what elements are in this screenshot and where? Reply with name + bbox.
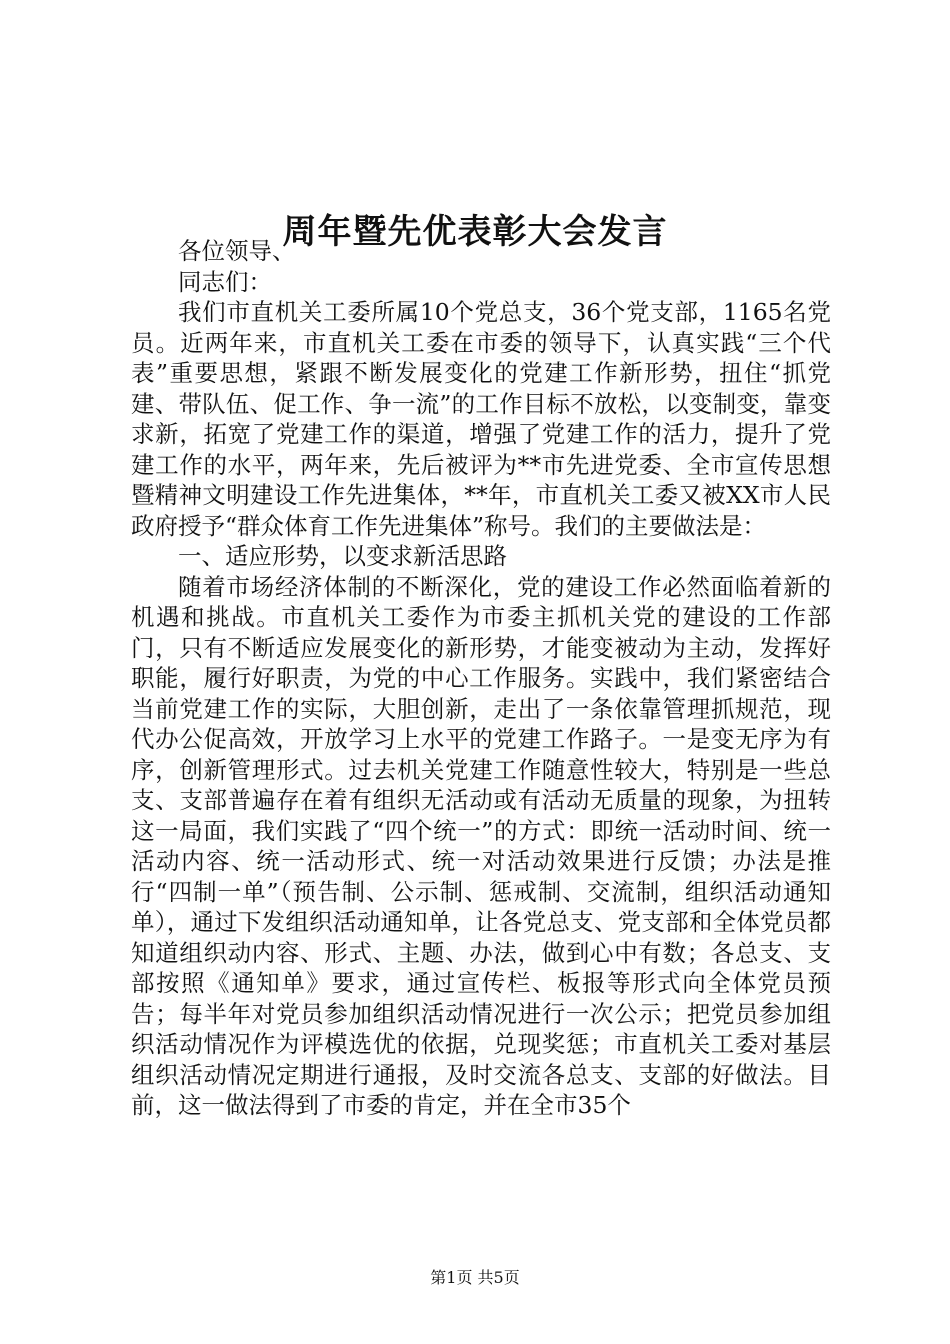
salutation-line-1: 各位领导、 xyxy=(178,237,296,265)
document-body xyxy=(131,236,831,1121)
paragraph-section-1: 随着市场经济体制的不断深化，党的建设工作必然面临着新的机遇和挑战。市直机关工委作为市委主抓机关党的建设的工作部门，只有不断适应发展变化的新形势，才能变被动为主动，发挥好职能，履行好职责，为党的中心工作服务。实践中，我们紧密结合当前党建工作的实际，大胆创新，走出了一条依靠管理抓规范，现代办公促高效，开放学习上水平的党建工作路子。一是变无序为有序，创新管理形式。过去机关党建工作随意性较大，特别是一些总支、支部普遍存在着有组织无活动或有活动无质量的现象，为扭转这一局面，我们实践了“四个统一”的方式：即统一活动时间、统一活动内容、统一活动形式、统一对活动效果进行反馈；办法是推行“四制一单”（预告制、公示制、惩戒制、交流制，组织活动通知单），通过下发组织活动通知单，让各党总支、党支部和全体党员都知道组织动内容、形式、主题、办法，做到心中有数；各总支、支部按照《通知单》要求，通过宣传栏、板报等形式向全体党员预告；每半年对党员参加组织活动情况进行一次公示；把党员参加组织活动情况作为评模选优的依据，兑现奖惩；市直机关工委对基层组织活动情况定期进行通报，及时交流各总支、支部的好做法。目前，这一做法得到了市委的肯定，并在全市35个 xyxy=(131,572,831,1119)
page-title: 周年暨先优表彰大会发言 xyxy=(282,211,668,252)
salutation-line-2: 同志们： xyxy=(178,267,272,296)
page-footer: 第1页 共5页 xyxy=(430,1268,520,1287)
section-heading-1: 一、适应形势，以变求新活思路 xyxy=(178,542,507,570)
paragraph-intro: 我们市直机关工委所属10个党总支，36个党支部，1165名党员。近两年来，市直机关工委在市委的领导下，认真实践“三个代表”重要思想，紧跟不断发展变化的党建工作新形势，扭住“抓党建、带队伍、促工作、争一流”的工作目标不放松，以变制变，靠变求新，拓宽了党建工作的渠道，增强了党建工作的活力，提升了党建工作的水平，两年来，先后被评为**市先进党委、全市宣传思想暨精神文明建设工作先进集体，**年，市直机关工委又被XX市人民政府授予“群众体育工作先进集体”称号。我们的主要做法是： xyxy=(131,298,831,540)
